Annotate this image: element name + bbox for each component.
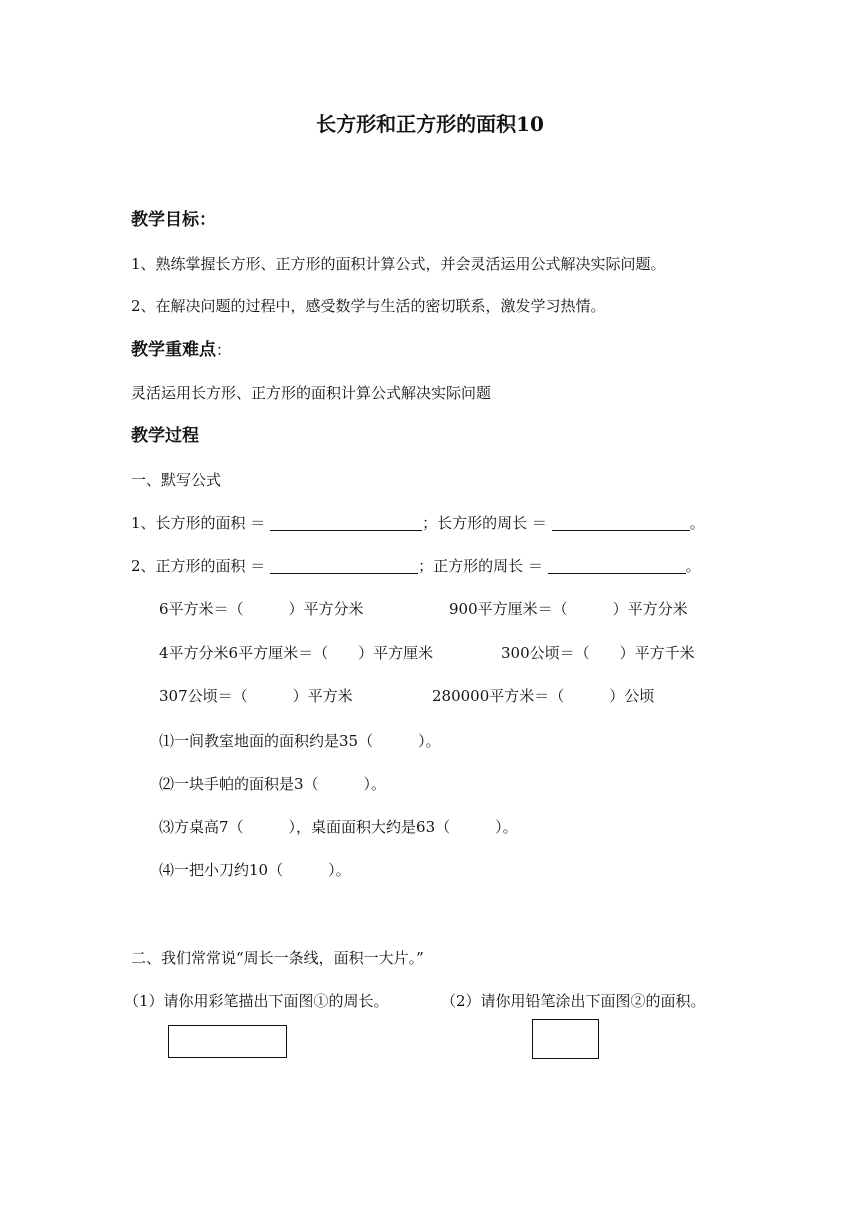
part2-heading: 二、我们常常说“周长一条线，面积一大片。”: [131, 949, 424, 967]
formula2-mid: ；正方形的周长 ＝: [418, 557, 548, 575]
conversion-3b: 280000平方米＝（ ）公顷: [432, 687, 655, 705]
formula2-end: 。: [685, 557, 701, 575]
figure-1-rectangle[interactable]: [168, 1025, 287, 1058]
formula1-mid: ；长方形的周长 ＝: [422, 514, 552, 532]
conversion-3a: 307公顷＝（ ）平方米: [159, 687, 353, 705]
formula2-label: 2、正方形的面积 ＝: [131, 557, 271, 575]
conversion-1a: 6平方米＝（ ）平方分米: [159, 600, 364, 618]
key-points-heading-colon: ：: [216, 341, 232, 359]
process-heading: 教学过程: [131, 426, 199, 446]
objectives-heading: 教学目标：: [131, 210, 216, 230]
formula2-perimeter-blank[interactable]: [548, 558, 686, 574]
fill-unit-2: ⑵一块手帕的面积是3（ ）。: [159, 775, 387, 793]
part2-task-2: （2）请你用铅笔涂出下面图②的面积。: [441, 992, 706, 1010]
figure-2-rectangle[interactable]: [532, 1019, 599, 1059]
part2-task-1: （1）请你用彩笔描出下面图①的周长。: [124, 992, 389, 1010]
formula1-end: 。: [689, 514, 705, 532]
formula-row-2: [131, 556, 701, 576]
fill-unit-4: ⑷一把小刀约10（ ）。: [159, 861, 351, 879]
formula-row-1: [131, 513, 705, 533]
formula1-area-blank[interactable]: [270, 515, 422, 531]
conversion-2b: 300公顷＝（ ）平方千米: [501, 644, 695, 662]
fill-unit-3: ⑶方桌高7（ ），桌面面积大约是63（ ）。: [159, 818, 518, 836]
formula1-label: 1、长方形的面积 ＝: [131, 514, 271, 532]
key-points-heading: [131, 340, 231, 360]
formula2-area-blank[interactable]: [270, 558, 418, 574]
conversion-2a: 4平方分米6平方厘米＝（ ）平方厘米: [159, 644, 434, 662]
fill-unit-1: ⑴一间教室地面的面积约是35（ ）。: [159, 732, 441, 750]
key-points-heading-text: 教学重难点: [131, 340, 216, 360]
objective-item-2: 2、在解决问题的过程中，感受数学与生活的密切联系，激发学习热情。: [131, 297, 606, 315]
conversion-1b: 900平方厘米＝（ ）平方分米: [449, 600, 688, 618]
page-title: 长方形和正方形的面积10: [316, 112, 544, 136]
formula1-perimeter-blank[interactable]: [552, 515, 690, 531]
part1-heading: 一、默写公式: [131, 471, 222, 489]
key-points-text: 灵活运用长方形、正方形的面积计算公式解决实际问题: [131, 384, 492, 402]
objective-item-1: 1、熟练掌握长方形、正方形的面积计算公式，并会灵活运用公式解决实际问题。: [131, 255, 666, 273]
